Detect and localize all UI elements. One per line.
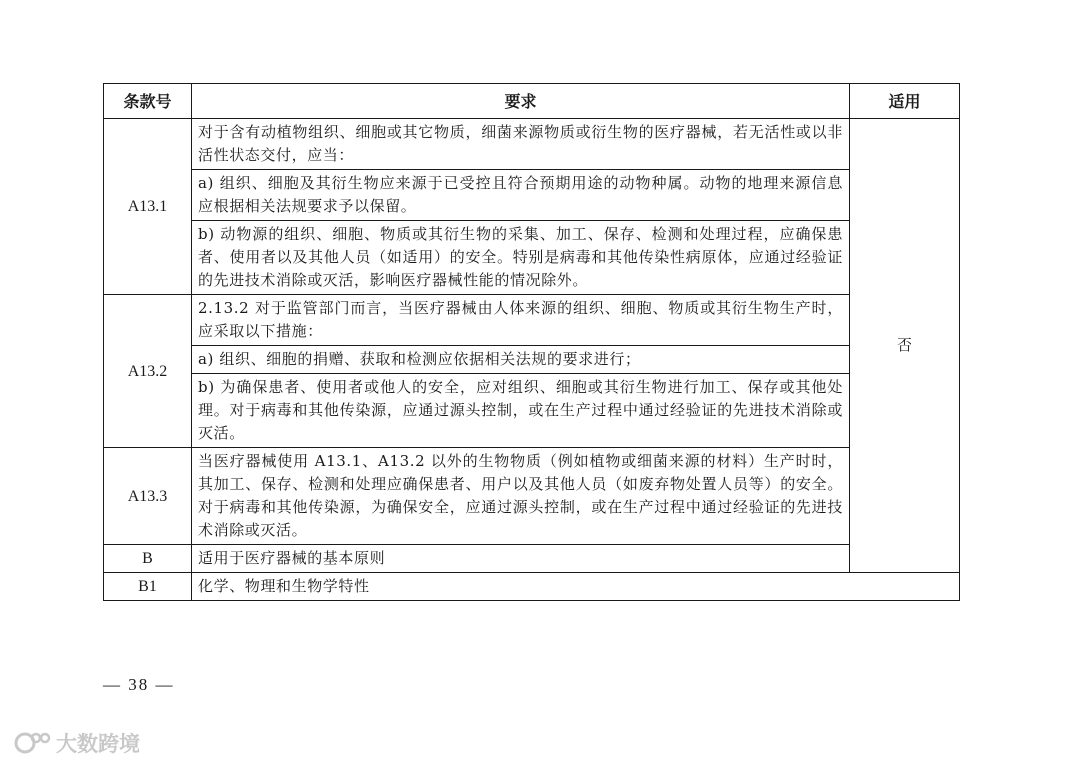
requirement-text: 对于含有动植物组织、细胞或其它物质，细菌来源物质或衍生物的医疗器械，若无活性或以非活性状态交付，应当： — [192, 119, 850, 170]
table-row — [104, 119, 960, 170]
requirement-text: 当医疗器械使用 A13.1、A13.2 以外的生物物质（例如植物或细菌来源的材料）生产时时，其加工、保存、检测和处理应确保患者、用户以及其他人员（如废弃物处置人员等）的安全。对于病毒和其他传染源，为确保安全，应通过源头控制，或在生产过程中通过经验证的先进技术消除或灭活。 — [192, 448, 850, 545]
table-row — [104, 448, 960, 545]
header-code: 条款号 — [104, 84, 192, 119]
clause-code-a13-1: A13.1 — [104, 119, 192, 295]
table-row — [104, 346, 960, 374]
requirement-text: 适用于医疗器械的基本原则 — [192, 545, 960, 573]
requirements-table — [103, 83, 960, 601]
page-number: — 38 — — [103, 675, 175, 694]
requirement-text: a) 组织、细胞的捐赠、获取和检测应依据相关法规的要求进行； — [192, 346, 850, 374]
watermark-text: 大数跨境 — [56, 732, 140, 756]
table-row — [104, 170, 960, 221]
requirement-text: 2.13.2 对于监管部门而言，当医疗器械由人体来源的组织、细胞、物质或其衍生物生产时，应采取以下措施： — [192, 295, 850, 346]
clause-code-a13-3: A13.3 — [104, 448, 192, 545]
table-row — [104, 374, 960, 448]
table-row — [104, 545, 960, 573]
clause-code-b: B — [104, 545, 192, 573]
table-row — [104, 295, 960, 346]
applicability-value: 否 — [850, 119, 960, 573]
watermark-logo — [14, 726, 140, 760]
table-row — [104, 573, 960, 601]
clause-code-b1: B1 — [104, 573, 192, 601]
requirement-text: b) 动物源的组织、细胞、物质或其衍生物的采集、加工、保存、检测和处理过程，应确保患者、使用者以及其他人员（如适用）的安全。特别是病毒和其他传染性病原体，应通过经验证的先进技术消除或灭活，影响医疗器械性能的情况除外。 — [192, 221, 850, 295]
table-row — [104, 221, 960, 295]
header-requirement: 要求 — [192, 84, 850, 119]
requirement-text: 化学、物理和生物学特性 — [192, 573, 960, 601]
watermark-icon — [14, 730, 52, 756]
clause-code-a13-2: A13.2 — [104, 295, 192, 448]
header-applicability: 适用 — [850, 84, 960, 119]
table-header-row — [104, 84, 960, 119]
requirement-text: b) 为确保患者、使用者或他人的安全，应对组织、细胞或其衍生物进行加工、保存或其他处理。对于病毒和其他传染源，应通过源头控制，或在生产过程中通过经验证的先进技术消除或灭活。 — [192, 374, 850, 448]
requirement-text: a) 组织、细胞及其衍生物应来源于已受控且符合预期用途的动物种属。动物的地理来源信息应根据相关法规要求予以保留。 — [192, 170, 850, 221]
